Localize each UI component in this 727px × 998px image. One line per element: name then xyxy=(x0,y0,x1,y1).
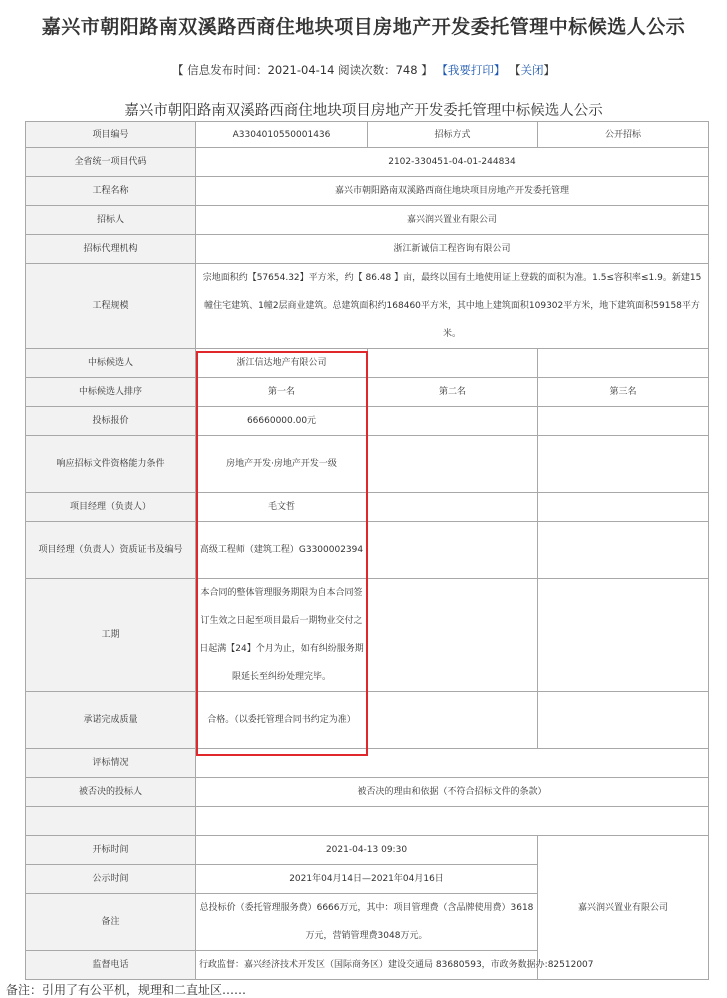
close-link[interactable]: 关闭 xyxy=(520,63,544,77)
manager-cert-label: 项目经理（负责人）资质证书及编号 xyxy=(26,522,196,579)
table-row xyxy=(26,264,709,349)
rejected-label: 被否决的投标人 xyxy=(26,778,196,807)
quality-empty-3 xyxy=(538,692,709,749)
table-row xyxy=(26,692,709,749)
page-title: 嘉兴市朝阳路南双溪路西商住地块项目房地产开发委托管理中标候选人公示 xyxy=(41,16,686,38)
candidate-empty-3 xyxy=(538,349,709,378)
view-count: 748 xyxy=(395,63,418,77)
close-bracket-open: 【 xyxy=(509,63,521,77)
view-count-label: 阅读次数： xyxy=(338,63,396,77)
table-row xyxy=(26,148,709,177)
candidate-value: 浙江信达地产有限公司 xyxy=(196,349,368,378)
rank-first: 第一名 xyxy=(196,378,368,407)
tenderer-label: 招标人 xyxy=(26,206,196,235)
manager-label: 项目经理（负责人） xyxy=(26,493,196,522)
period-label: 工期 xyxy=(26,579,196,692)
agency-value: 浙江新诚信工程咨询有限公司 xyxy=(196,235,709,264)
unified-code-value: 2102-330451-04-01-244834 xyxy=(196,148,709,177)
quality-empty-2 xyxy=(368,692,538,749)
open-time-label: 开标时间 xyxy=(26,836,196,865)
blank-value xyxy=(196,807,709,836)
supervision-label: 监督电话 xyxy=(26,951,196,980)
unified-code-label: 全省统一项目代码 xyxy=(26,148,196,177)
table-row xyxy=(26,807,709,836)
bid-method-value: 公开招标 xyxy=(538,122,709,148)
publicity-label: 公示时间 xyxy=(26,865,196,894)
project-name-label: 工程名称 xyxy=(26,177,196,206)
table-row xyxy=(26,378,709,407)
table-row xyxy=(26,407,709,436)
table-row xyxy=(26,522,709,579)
manager-cert-empty-3 xyxy=(538,522,709,579)
table-row xyxy=(26,206,709,235)
scale-value: 宗地面积约【57654.32】平方米，约【 86.48 】亩，最终以国有土地使用证上登载的面积为准。1.5≤容积率≤1.9。新建15幢住宅建筑、1幢2层商业建筑。总建筑面积约168460平方米，其中地上建筑面积109302平方米，地下建筑面积59158平方米。 xyxy=(196,264,709,349)
project-no-label: 项目编号 xyxy=(26,122,196,148)
project-name-value: 嘉兴市朝阳路南双溪路西商住地块项目房地产开发委托管理 xyxy=(196,177,709,206)
bid-result-table xyxy=(25,121,709,980)
table-caption: 嘉兴市朝阳路南双溪路西商住地块项目房地产开发委托管理中标候选人公示 xyxy=(124,103,603,119)
period-empty-3 xyxy=(538,579,709,692)
article-meta xyxy=(0,62,727,78)
table-row xyxy=(26,349,709,378)
qualification-empty-2 xyxy=(368,436,538,493)
table-row xyxy=(26,579,709,692)
qualification-empty-3 xyxy=(538,436,709,493)
review-value xyxy=(196,749,709,778)
table-row xyxy=(26,778,709,807)
table-row xyxy=(26,122,709,148)
project-no-value: A3304010550001436 xyxy=(196,122,368,148)
price-empty-2 xyxy=(368,407,538,436)
table-row xyxy=(26,235,709,264)
notes-label: 备注 xyxy=(26,894,196,951)
close-bracket-close: 】 xyxy=(543,63,556,77)
publish-date: 2021-04-14 xyxy=(267,63,335,77)
tenderer-right-cell: 嘉兴润兴置业有限公司 xyxy=(538,836,709,980)
candidate-empty-2 xyxy=(368,349,538,378)
blank-label xyxy=(26,807,196,836)
table-row xyxy=(26,836,709,865)
manager-value: 毛文哲 xyxy=(196,493,368,522)
quality-label: 承诺完成质量 xyxy=(26,692,196,749)
footer-note: 备注：引用了有公平机，规理和二直址区…… xyxy=(6,983,247,997)
price-value: 66660000.00元 xyxy=(196,407,368,436)
publish-time-label: 信息发布时间： xyxy=(187,63,268,77)
quality-value: 合格。（以委托管理合同书约定为准） xyxy=(196,692,368,749)
publicity-value: 2021年04月14日—2021年04月16日 xyxy=(196,865,538,894)
period-empty-2 xyxy=(368,579,538,692)
price-label: 投标报价 xyxy=(26,407,196,436)
table-row xyxy=(26,436,709,493)
candidate-label: 中标候选人 xyxy=(26,349,196,378)
review-label: 评标情况 xyxy=(26,749,196,778)
manager-empty-2 xyxy=(368,493,538,522)
manager-cert-empty-2 xyxy=(368,522,538,579)
scale-label: 工程规模 xyxy=(26,264,196,349)
notes-value: 总投标价（委托管理服务费）6666万元，其中：项目管理费（含品牌使用费）3618万元，营销管理费3048万元。 xyxy=(196,894,538,951)
table-row xyxy=(26,749,709,778)
meta-bracket-open: 【 xyxy=(171,63,184,77)
table-row xyxy=(26,177,709,206)
period-value: 本合同的整体管理服务期限为自本合同签订生效之日起至项目最后一期物业交付之日起满【24】个月为止，如有纠纷服务期限延长至纠纷处理完毕。 xyxy=(196,579,368,692)
meta-bracket-close: 】 xyxy=(421,63,433,77)
manager-empty-3 xyxy=(538,493,709,522)
table-row xyxy=(26,493,709,522)
rank-third: 第三名 xyxy=(538,378,709,407)
rank-second: 第二名 xyxy=(368,378,538,407)
agency-label: 招标代理机构 xyxy=(26,235,196,264)
price-empty-3 xyxy=(538,407,709,436)
supervision-value: 行政监督：嘉兴经济技术开发区（国际商务区）建设交通局 83680593，市政务数据办:82512007 xyxy=(196,951,538,980)
manager-cert-value: 高级工程师（建筑工程）G3300002394 xyxy=(196,522,368,579)
qualification-value: 房地产开发·房地产开发一级 xyxy=(196,436,368,493)
open-time-value: 2021-04-13 09:30 xyxy=(196,836,538,865)
print-link[interactable]: 【我要打印】 xyxy=(436,63,506,77)
tenderer-value: 嘉兴润兴置业有限公司 xyxy=(196,206,709,235)
bid-method-label: 招标方式 xyxy=(368,122,538,148)
rank-label: 中标候选人排序 xyxy=(26,378,196,407)
qualification-label: 响应招标文件资格能力条件 xyxy=(26,436,196,493)
rejected-value: 被否决的理由和依据（不符合招标文件的条款） xyxy=(196,778,709,807)
